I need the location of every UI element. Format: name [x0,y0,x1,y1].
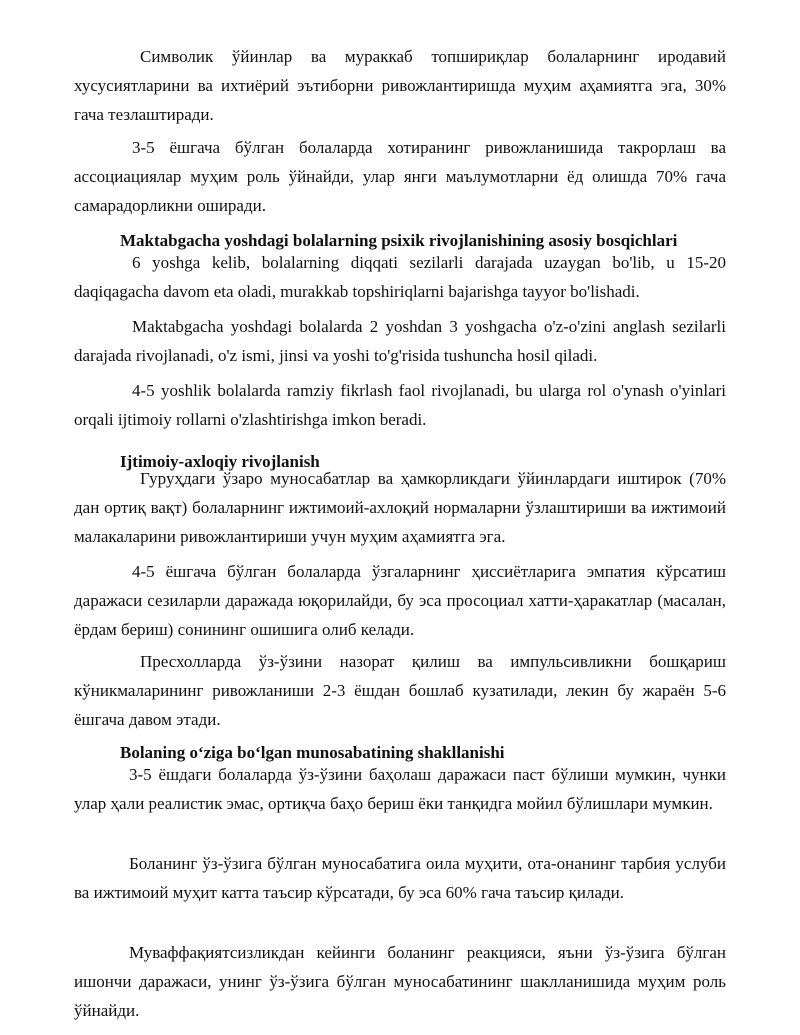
paragraph: 3-5 ёшдаги болаларда ўз-ўзини баҳолаш даражаси паст бўлиши мумкин, чунки улар ҳали реалистик эмас, ортиқча баҳо бериш ёки танқидга мойил бўлишлари мумкин. [74,765,726,813]
paragraph: 4-5 yoshlik bolalarda ramziy fikrlash faol rivojlanadi, bu ularga rol o'ynash o'yinlari orqali ijtimoiy rollarni o'zlashtirishga imkon beradi. [74,381,726,429]
section-heading: Bolaning o‘ziga bo‘lgan munosabatining shakllanishi [120,743,505,762]
paragraph: Боланинг ўз-ўзига бўлган муносабатига оила муҳити, ота-онанинг тарбия услуби ва ижтимоий муҳит катта таъсир кўрсатади, бу эса 60% гача таъсир қилади. [74,854,726,902]
paragraph: Maktabgacha yoshdagi bolalarda 2 yoshdan 3 yoshgacha o'z-o'zini anglash sezilarli darajada rivojlanadi, o'z ismi, jinsi va yoshi to'g'risida tushuncha hosil qiladi. [74,317,726,365]
paragraph: Гуруҳдаги ўзаро муносабатлар ва ҳамкорликдаги ўйинлардаги иштирок (70% дан ортиқ вақт) болаларнинг ижтимоий-ахлоқий нормаларни ўзлаштириши ва ижтимоий малакаларини ривожлантириши учун муҳим аҳамиятга эга. [74,469,726,546]
paragraph: Символик ўйинлар ва мураккаб топшириқлар болаларнинг иродавий хусусиятларини ва ихтиёрий эътиборни ривожлантиришда муҳим аҳамиятга эга, 30% гача тезлаштиради. [74,47,726,124]
paragraph: Муваффақиятсизликдан кейинги боланинг реакцияси, яъни ўз-ўзига бўлган ишончи даражаси, унинг ўз-ўзига бўлган муносабатининг шаклланишида муҳим роль ўйнайди. [74,943,726,1020]
paragraph: 3-5 ёшгача бўлган болаларда хотиранинг ривожланишида такрорлаш ва ассоциациялар муҳим роль ўйнайди, улар янги маълумотларни ёд олишда 70% гача самарадорликни оширади. [74,138,726,215]
section-heading: Maktabgacha yoshdagi bolalarning psixik rivojlanishining asosiy bosqichlari [120,231,678,250]
paragraph: 6 yoshga kelib, bolalarning diqqati sezilarli darajada uzaygan bo'lib, u 15-20 daqiqagacha davom eta oladi, murakkab topshiriqlarni bajarishga tayyor bo'lishadi. [74,253,726,301]
paragraph: 4-5 ёшгача бўлган болаларда ўзгаларнинг ҳиссиётларига эмпатия кўрсатиш даражаси сезиларли даражада юқорилайди, бу эса просоциал хатти-ҳаракатлар (масалан, ёрдам бериш) сонининг ошишига олиб келади. [74,562,726,639]
section-heading: Ijtimoiy-axloqiy rivojlanish [120,452,320,471]
paragraph: Пресхолларда ўз-ўзини назорат қилиш ва импульсивликни бошқариш кўникмаларининг ривожланиши 2-3 ёшдан бошлаб кузатилади, лекин бу жараён 5-6 ёшгача давом этади. [74,652,726,729]
